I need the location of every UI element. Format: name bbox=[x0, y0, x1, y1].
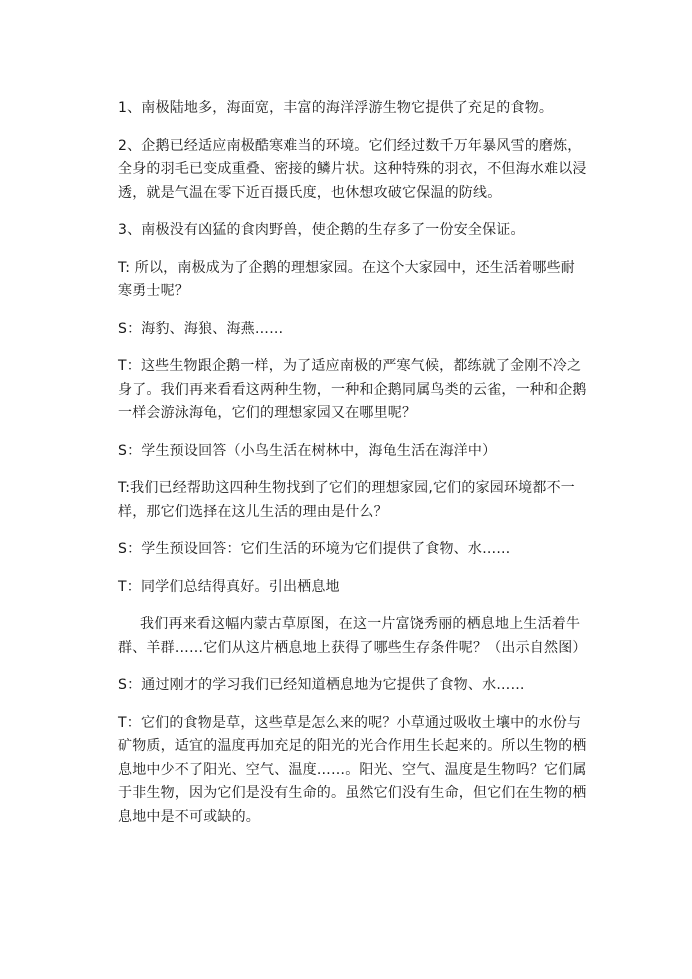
paragraph-student-4: S：通过刚才的学习我们已经知道栖息地为它提供了食物、水…… bbox=[118, 677, 525, 693]
document-body bbox=[118, 97, 588, 843]
paragraph-student-3: S：学生预设回答：它们生活的环境为它们提供了食物、水…… bbox=[118, 541, 511, 557]
paragraph-student-1: S：海豹、海狼、海燕…… bbox=[118, 320, 284, 337]
paragraph-teacher-4: T：同学们总结得真好。引出栖息地 bbox=[118, 578, 340, 595]
paragraph-teacher-2: T：这些生物跟企鹅一样，为了适应南极的严寒气候，都练就了金刚不冷之身了。我们再来看看这两种生物，一种和企鹅同属鸟类的云雀，一种和企鹅一样会游泳海龟，它们的理想家园又在哪里呢？ bbox=[118, 358, 587, 421]
paragraph-teacher-1: T: 所以，南极成为了企鹅的理想家园。在这个大家园中，还生活着哪些耐寒勇士呢？ bbox=[118, 259, 575, 299]
paragraph-point-2: 2、企鹅已经适应南极酷寒难当的环境。它们经过数千万年暴风雪的磨炼，全身的羽毛已变成重叠、密接的鳞片状。这种特殊的羽衣，不但海水难以浸透，就是气温在零下近百摄氏度，也休想攻破它保温的防线。 bbox=[118, 137, 587, 201]
paragraph-student-2: S：学生预设回答（小鸟生活在树林中，海龟生活在海洋中） bbox=[118, 442, 497, 459]
paragraph-teacher-5: T：它们的食物是草，这些草是怎么来的呢？小草通过吸收土壤中的水份与矿物质，适宜的温度再加充足的阳光的光合作用生长起来的。所以生物的栖息地中少不了阳光、空气、温度……。阳光、空气、温度是生物吗？它们属于非生物，因为它们是没有生命的。虽然它们没有生命，但它们在生物的栖息地中是不可或缺的。 bbox=[118, 714, 587, 825]
paragraph-point-1: 1、南极陆地多，海面宽，丰富的海洋浮游生物它提供了充足的食物。 bbox=[118, 100, 554, 116]
paragraph-point-3: 3、南极没有凶猛的食肉野兽，使企鹅的生存多了一份安全保证。 bbox=[118, 222, 525, 238]
paragraph-grassland: 我们再来看这幅内蒙古草原图，在这一片富饶秀丽的栖息地上生活着牛群、羊群……它们从这片栖息地上获得了哪些生存条件呢？（出示自然图） bbox=[118, 616, 587, 656]
paragraph-teacher-3: T:我们已经帮助这四种生物找到了它们的理想家园,它们的家园环境都不一样，那它们选择在这儿生活的理由是什么？ bbox=[118, 480, 575, 520]
